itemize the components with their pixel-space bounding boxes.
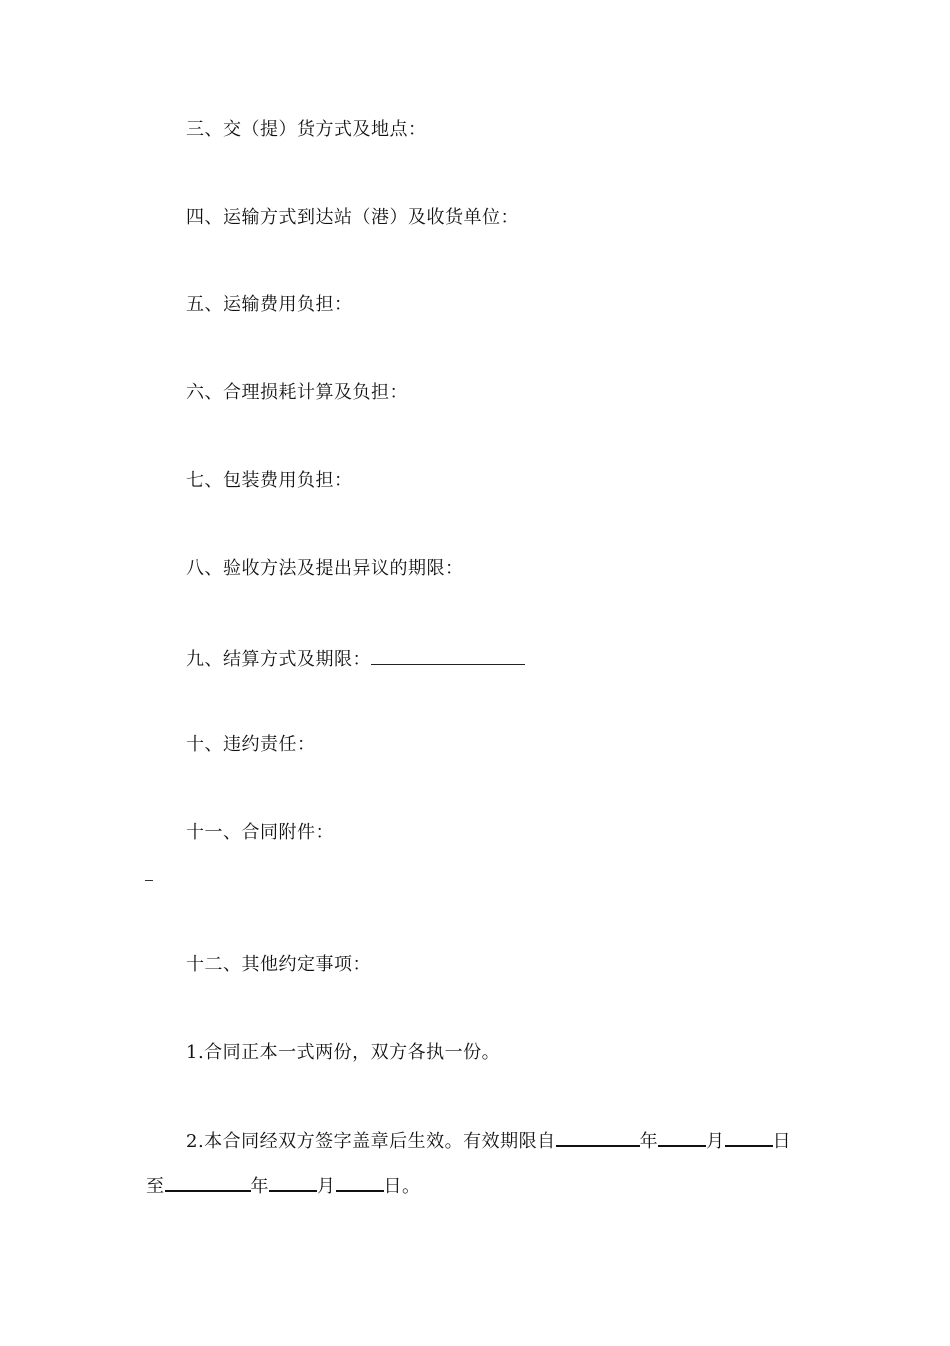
stray-dash-mark [145,880,153,881]
clause-10: 十、违约责任： [186,734,316,755]
end-day-label: 日。 [383,1176,421,1197]
clause-6: 六、合理损耗计算及负担： [186,382,408,403]
start-month-blank[interactable] [658,1127,706,1147]
end-day-blank[interactable] [336,1172,384,1192]
start-day-blank[interactable] [725,1127,773,1147]
item-1: 1.合同正本一式两份，双方各执一份。 [186,1042,501,1063]
end-year-blank[interactable] [165,1172,251,1192]
settlement-blank[interactable] [371,646,525,665]
start-day-label: 日 [772,1131,792,1152]
end-month-label: 月 [317,1176,336,1197]
clause-9-label: 九、结算方式及期限： [186,649,371,670]
clause-3: 三、交（提）货方式及地点： [186,119,427,140]
item-2-prefix: 2.本合同经双方签字盖章后生效。有效期限自 [186,1131,556,1152]
end-to-label: 至 [146,1176,165,1197]
clause-9 [186,646,525,673]
start-year-blank[interactable] [556,1127,640,1147]
clause-12: 十二、其他约定事项： [186,954,371,975]
clause-5: 五、运输费用负担： [186,294,353,315]
start-month-label: 月 [706,1131,725,1152]
clause-7: 七、包装费用负担： [186,470,353,491]
clause-8: 八、验收方法及提出异议的期限： [186,558,464,579]
item-2-line-2 [146,1172,421,1200]
end-month-blank[interactable] [269,1172,317,1192]
item-2-line-1 [186,1127,791,1155]
start-year-label: 年 [639,1131,659,1152]
end-year-label: 年 [250,1176,269,1197]
clause-11: 十一、合同附件： [186,822,334,843]
clause-4: 四、运输方式到达站（港）及收货单位： [186,207,519,228]
